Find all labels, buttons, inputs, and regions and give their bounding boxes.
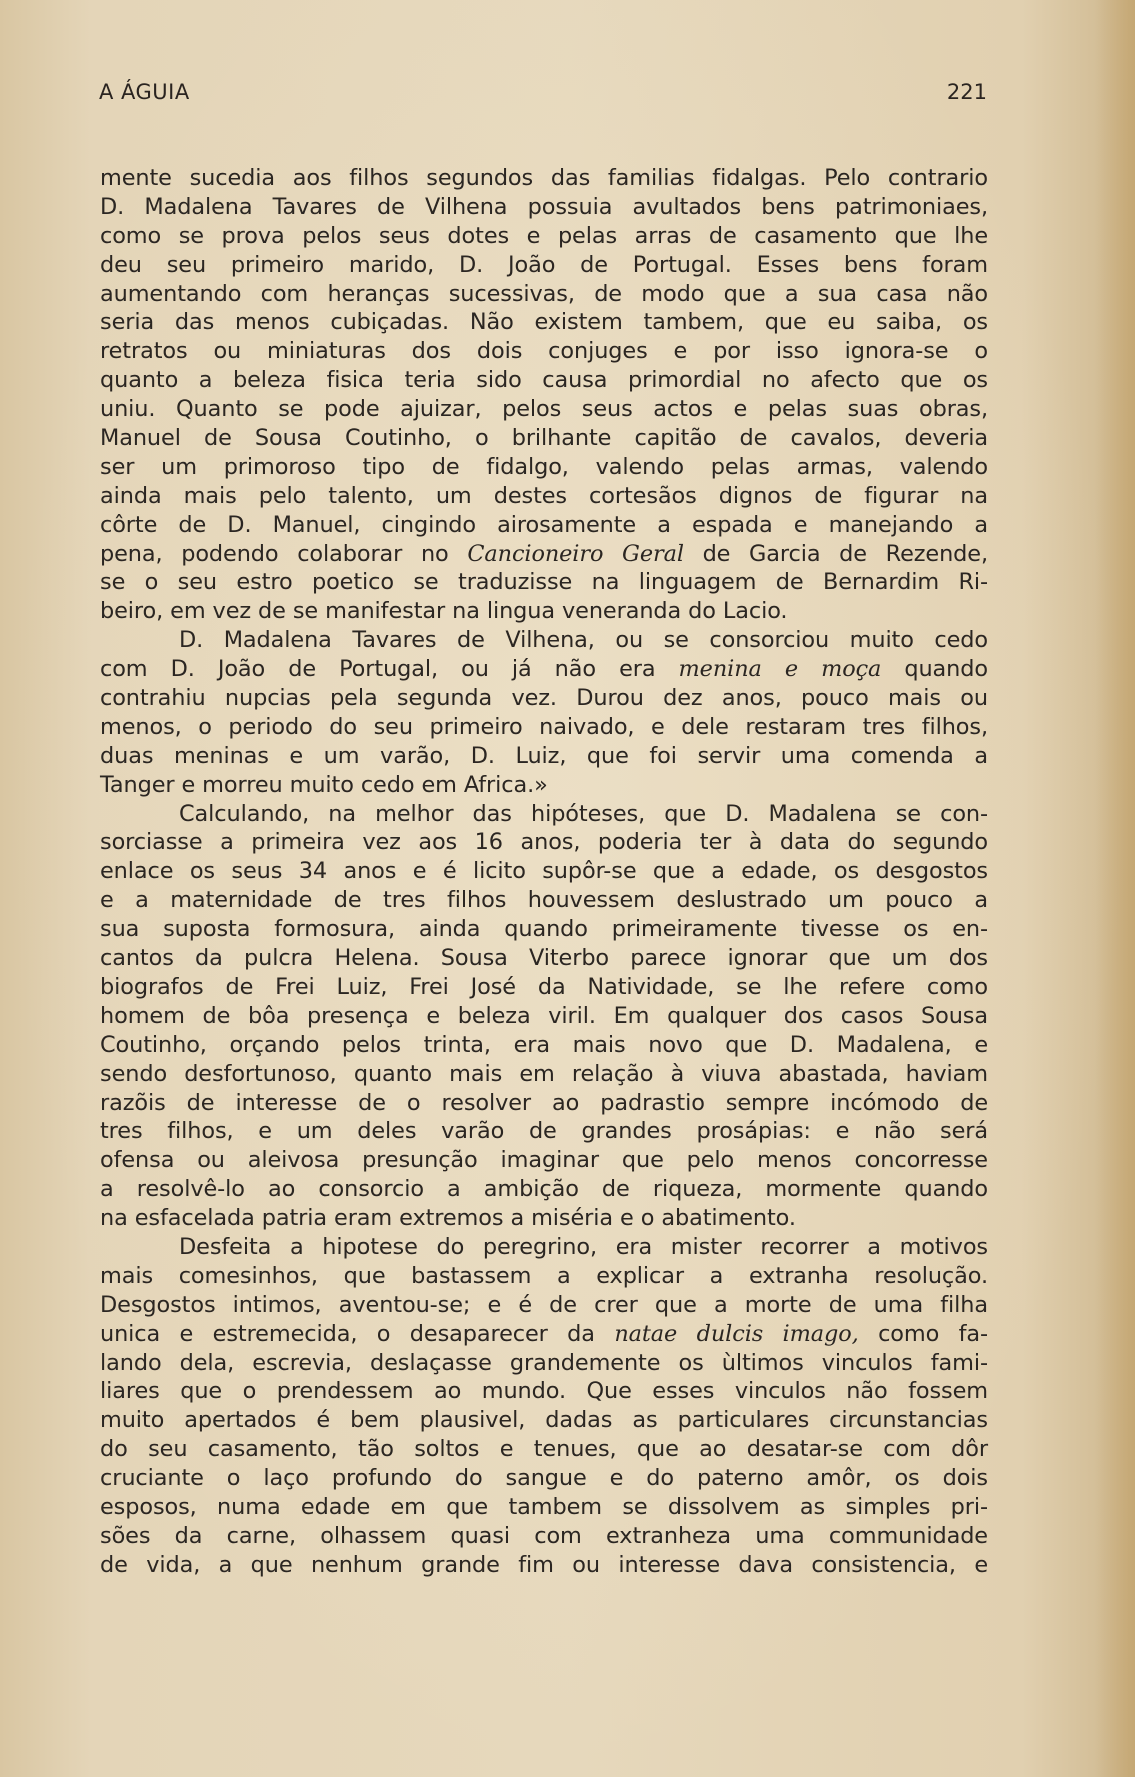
text-line: Manuel de Sousa Coutinho, o brilhante capitão de cavalos, deveria bbox=[100, 425, 988, 452]
text-line: lando dela, escrevia, deslaçasse grandemente os ùltimos vinculos fami- bbox=[100, 1349, 988, 1376]
text-line: Calculando, na melhor das hipóteses, que D. Madalena se con- bbox=[179, 800, 988, 827]
text-line: cruciante o laço profundo do sangue e do paterno amôr, os dois bbox=[100, 1465, 988, 1492]
text-segment: pena, podendo colaborar no bbox=[100, 540, 468, 567]
running-header bbox=[99, 80, 987, 110]
text-line: mais comesinhos, que bastassem a explicar a extranha resolução. bbox=[100, 1262, 988, 1289]
text-line: deu seu primeiro marido, D. João de Portugal. Esses bens foram bbox=[100, 251, 988, 278]
text-line: sões da carne, olhassem quasi com extranheza uma communidade bbox=[100, 1522, 988, 1549]
text-line bbox=[100, 655, 988, 684]
text-line: D. Madalena Tavares de Vilhena, ou se consorciou muito cedo bbox=[179, 627, 988, 654]
text-line: enlace os seus 34 anos e é licito supôr-se que a edade, os desgostos bbox=[100, 858, 988, 885]
italic-title: Cancioneiro Geral bbox=[467, 540, 684, 567]
text-segment: de Garcia de Rezende, bbox=[683, 540, 988, 567]
text-line: côrte de D. Manuel, cingindo airosamente a espada e manejando a bbox=[100, 511, 988, 538]
text-line: Coutinho, orçando pelos trinta, era mais novo que D. Madalena, e bbox=[100, 1031, 988, 1058]
text-line: do seu casamento, tão soltos e tenues, que ao desatar-se com dôr bbox=[100, 1436, 988, 1463]
text-line: ofensa ou aleivosa presunção imaginar que pelo menos concorresse bbox=[100, 1147, 988, 1174]
text-segment: como fa- bbox=[858, 1320, 988, 1347]
text-line: duas meninas e um varão, D. Luiz, que foi servir uma comenda a bbox=[100, 742, 988, 769]
text-line: sendo desfortunoso, quanto mais em relação à viuva abastada, haviam bbox=[100, 1060, 988, 1087]
text-line: razõis de interesse de o resolver ao padrastio sempre incómodo de bbox=[100, 1089, 988, 1116]
text-line: na esfacelada patria eram extremos a miséria e o abatimento. bbox=[100, 1205, 796, 1232]
text-line: beiro, em vez de se manifestar na lingua veneranda do Lacio. bbox=[100, 598, 788, 625]
text-line: sorciasse a primeira vez aos 16 anos, poderia ter à data do segundo bbox=[100, 829, 988, 856]
text-line: ser um primoroso tipo de fidalgo, valendo pelas armas, valendo bbox=[100, 453, 988, 480]
text-line: Desgostos intimos, aventou-se; e é de crer que a morte de uma filha bbox=[100, 1291, 988, 1318]
page-edge-shading bbox=[1095, 0, 1135, 1777]
text-line: como se prova pelos seus dotes e pelas arras de casamento que lhe bbox=[100, 222, 988, 249]
text-line bbox=[100, 540, 988, 569]
text-line: e a maternidade de tres filhos houvessem deslustrado um pouco a bbox=[100, 887, 988, 914]
text-line: seria das menos cubiçadas. Não existem tambem, que eu saiba, os bbox=[100, 309, 988, 336]
text-line: menos, o periodo do seu primeiro naivado, e dele restaram tres filhos, bbox=[100, 713, 988, 740]
italic-title: natae dulcis imago, bbox=[614, 1320, 859, 1347]
text-line: uniu. Quanto se pode ajuizar, pelos seus actos e pelas suas obras, bbox=[100, 396, 988, 423]
text-line: tres filhos, e um deles varão de grandes prosápias: e não será bbox=[100, 1118, 988, 1145]
text-line: ainda mais pelo talento, um destes cortesãos dignos de figurar na bbox=[100, 482, 988, 509]
text-line: se o seu estro poetico se traduzisse na linguagem de Bernardim Ri- bbox=[100, 569, 988, 596]
text-segment: unica e estremecida, o desaparecer da bbox=[100, 1320, 615, 1347]
text-line: de vida, a que nenhum grande fim ou interesse dava consistencia, e bbox=[100, 1551, 988, 1578]
running-title: A ÁGUIA bbox=[99, 80, 190, 104]
text-line: a resolvê-lo ao consorcio a ambição de riqueza, mormente quando bbox=[100, 1176, 988, 1203]
text-line: retratos ou miniaturas dos dois conjuges e por isso ignora-se o bbox=[100, 338, 988, 365]
text-line: liares que o prendessem ao mundo. Que esses vinculos não fossem bbox=[100, 1378, 988, 1405]
text-line: esposos, numa edade em que tambem se dissolvem as simples pri- bbox=[100, 1493, 988, 1520]
text-segment: quando bbox=[881, 656, 988, 683]
text-line: quanto a beleza fisica teria sido causa primordial no afecto que os bbox=[100, 367, 988, 394]
text-line: cantos da pulcra Helena. Sousa Viterbo parece ignorar que um dos bbox=[100, 945, 988, 972]
text-line: D. Madalena Tavares de Vilhena possuia avultados bens patrimoniaes, bbox=[100, 193, 988, 220]
text-line: biografos de Frei Luiz, Frei José da Natividade, se lhe refere como bbox=[100, 973, 988, 1000]
text-segment: com D. João de Portugal, ou já não era bbox=[100, 656, 679, 683]
text-line: sua suposta formosura, ainda quando primeiramente tivesse os en- bbox=[100, 916, 988, 943]
page-number: 221 bbox=[946, 80, 987, 104]
body-text bbox=[100, 164, 988, 1580]
text-line: homem de bôa presença e beleza viril. Em qualquer dos casos Sousa bbox=[100, 1002, 988, 1029]
text-line bbox=[100, 1320, 988, 1349]
text-line: mente sucedia aos filhos segundos das familias fidalgas. Pelo contrario bbox=[100, 165, 988, 191]
italic-title: menina e moça bbox=[678, 656, 882, 683]
text-line: Tanger e morreu muito cedo em Africa.» bbox=[100, 771, 548, 798]
text-line: muito apertados é bem plausivel, dadas as particulares circunstancias bbox=[100, 1407, 988, 1434]
text-line: Desfeita a hipotese do peregrino, era mister recorrer a motivos bbox=[179, 1233, 988, 1260]
text-line: contrahiu nupcias pela segunda vez. Durou dez anos, pouco mais ou bbox=[100, 685, 988, 712]
text-line: aumentando com heranças sucessivas, de modo que a sua casa não bbox=[100, 280, 988, 307]
